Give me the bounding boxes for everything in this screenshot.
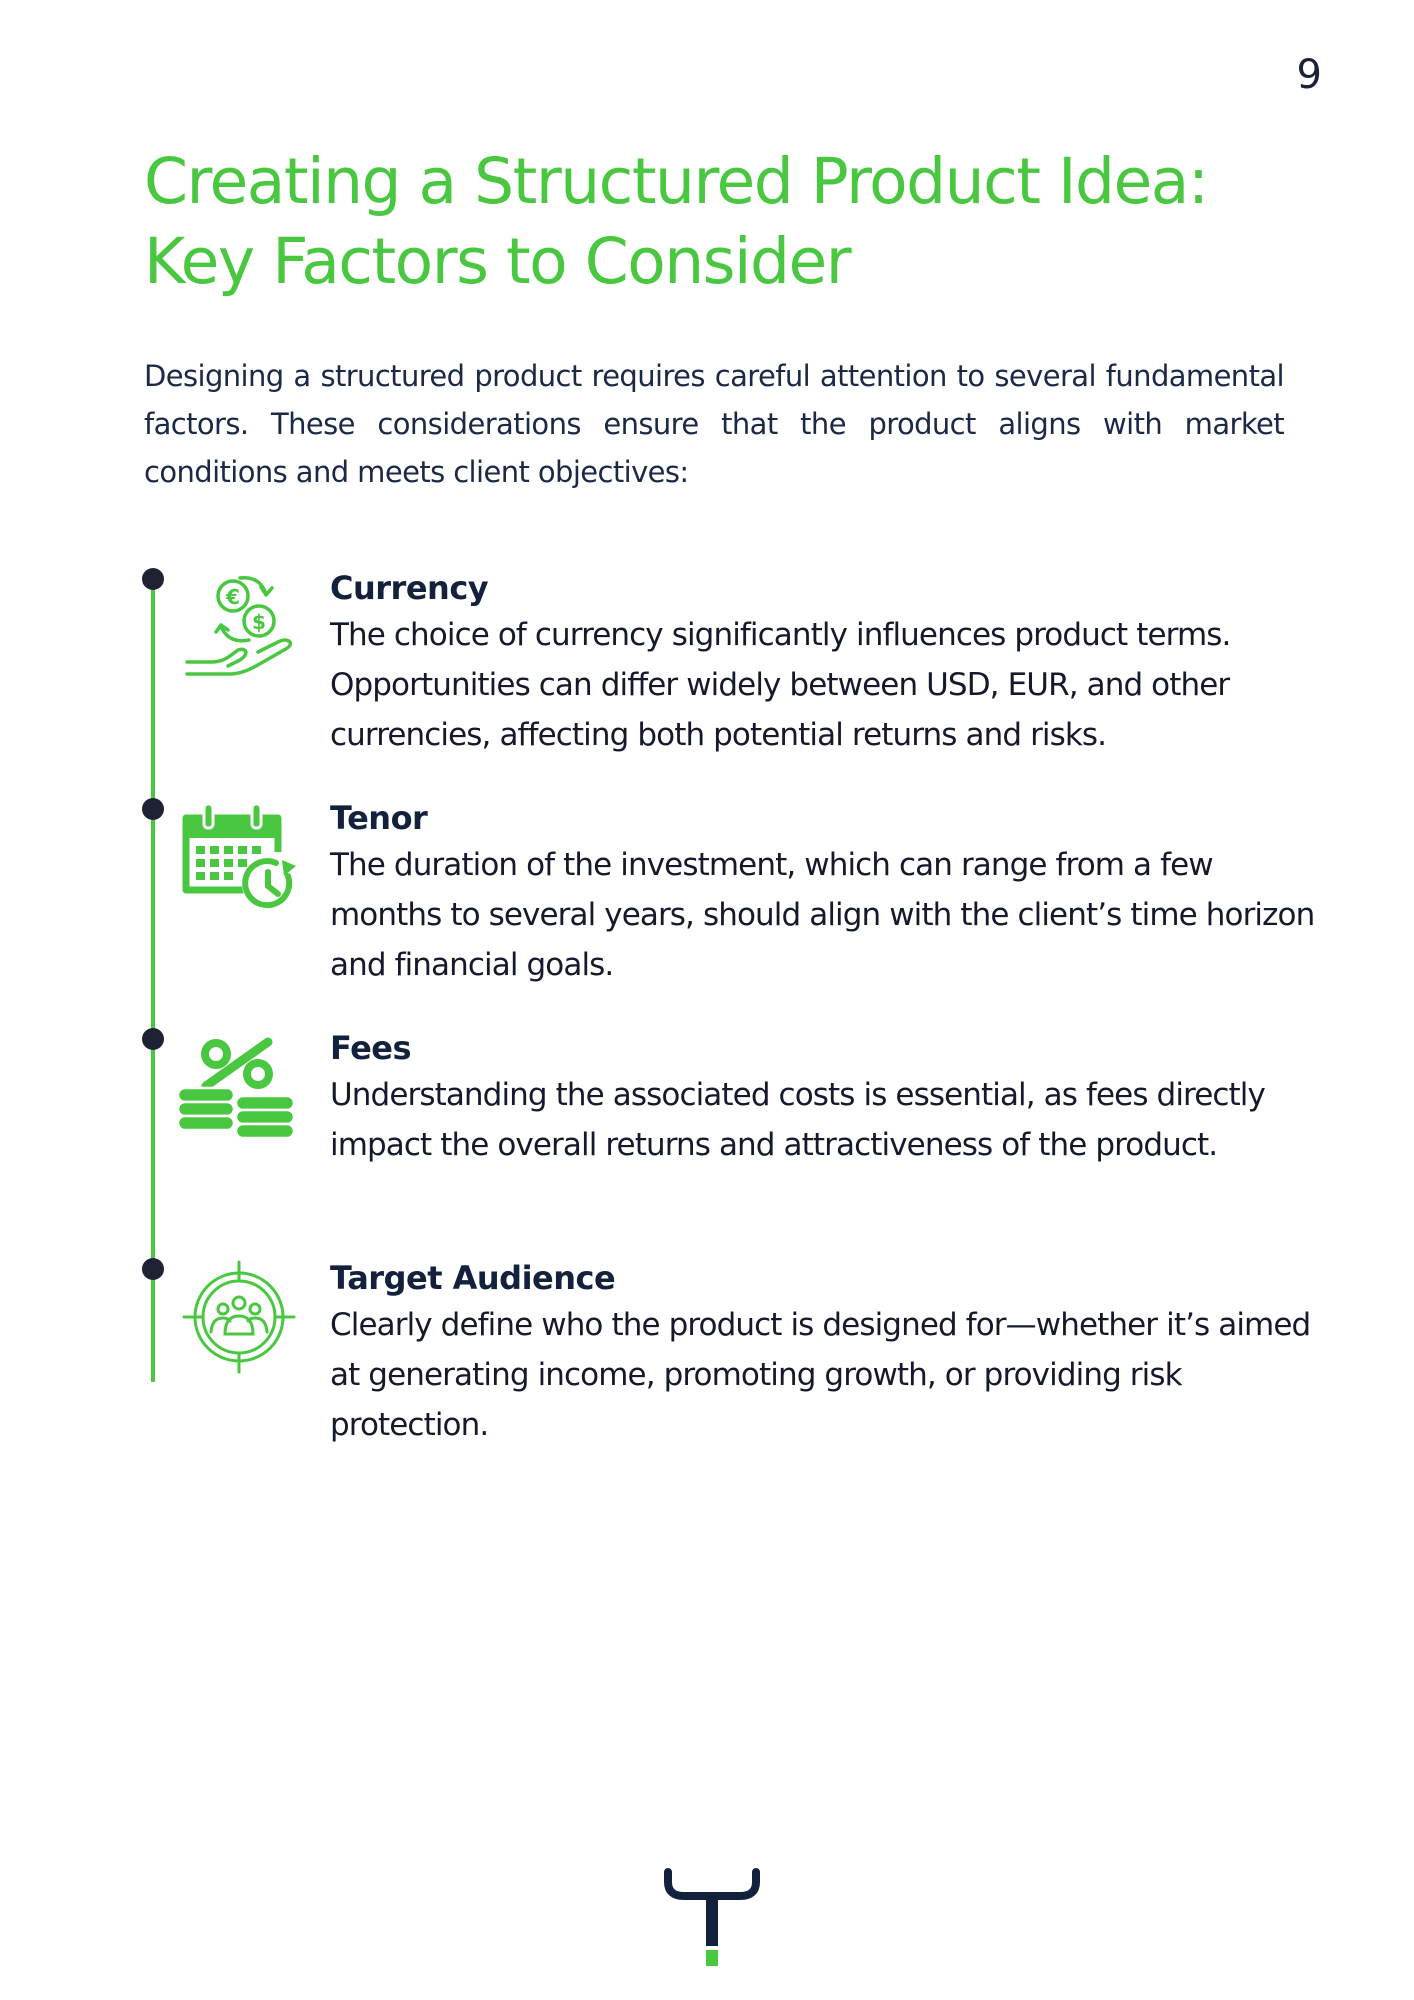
factor-description: The duration of the investment, which can range from a few months to several years, should align with the client’s time horizon and financial goals. (330, 847, 1315, 983)
calendar-clock-icon (176, 796, 302, 922)
timeline-dot-tenor (142, 798, 164, 820)
brand-logo-icon (660, 1866, 764, 1970)
factor-target-audience (330, 1256, 1320, 1450)
intro-paragraph: Designing a structured product requires careful attention to several fundamental factors. These considerations ensure that the product aligns with market conditions and meets client objectives: (144, 359, 1284, 489)
factor-title: Fees (330, 1029, 412, 1067)
factor-fees (330, 1026, 1320, 1170)
factor-description: Clearly define who the product is designed for—whether it’s aimed at generating income, promoting growth, or providing risk protection. (330, 1307, 1311, 1443)
factor-description: The choice of currency significantly influences product terms. Opportunities can differ widely between USD, EUR, and other currencies, affecting both potential returns and risks. (330, 617, 1231, 753)
currency-exchange-icon (176, 566, 302, 692)
target-audience-icon (176, 1254, 302, 1380)
factor-title: Target Audience (330, 1259, 616, 1297)
factor-title: Currency (330, 569, 489, 607)
page-title (144, 142, 1244, 302)
svg-text:€: € (226, 585, 240, 609)
timeline-dot-currency (142, 568, 164, 590)
page-number: 9 (1296, 52, 1322, 98)
svg-text:$: $ (252, 610, 266, 634)
timeline-dot-fees (142, 1028, 164, 1050)
factor-currency (330, 566, 1320, 760)
factor-tenor (330, 796, 1320, 990)
page-title-line-2: Key Factors to Consider (144, 225, 851, 298)
factor-description: Understanding the associated costs is essential, as fees directly impact the overall returns and attractiveness of the product. (330, 1077, 1265, 1163)
page-title-line-1: Creating a Structured Product Idea: (144, 145, 1208, 218)
factor-title: Tenor (330, 799, 428, 837)
percent-coins-icon (176, 1030, 302, 1156)
timeline-dot-target-audience (142, 1258, 164, 1280)
